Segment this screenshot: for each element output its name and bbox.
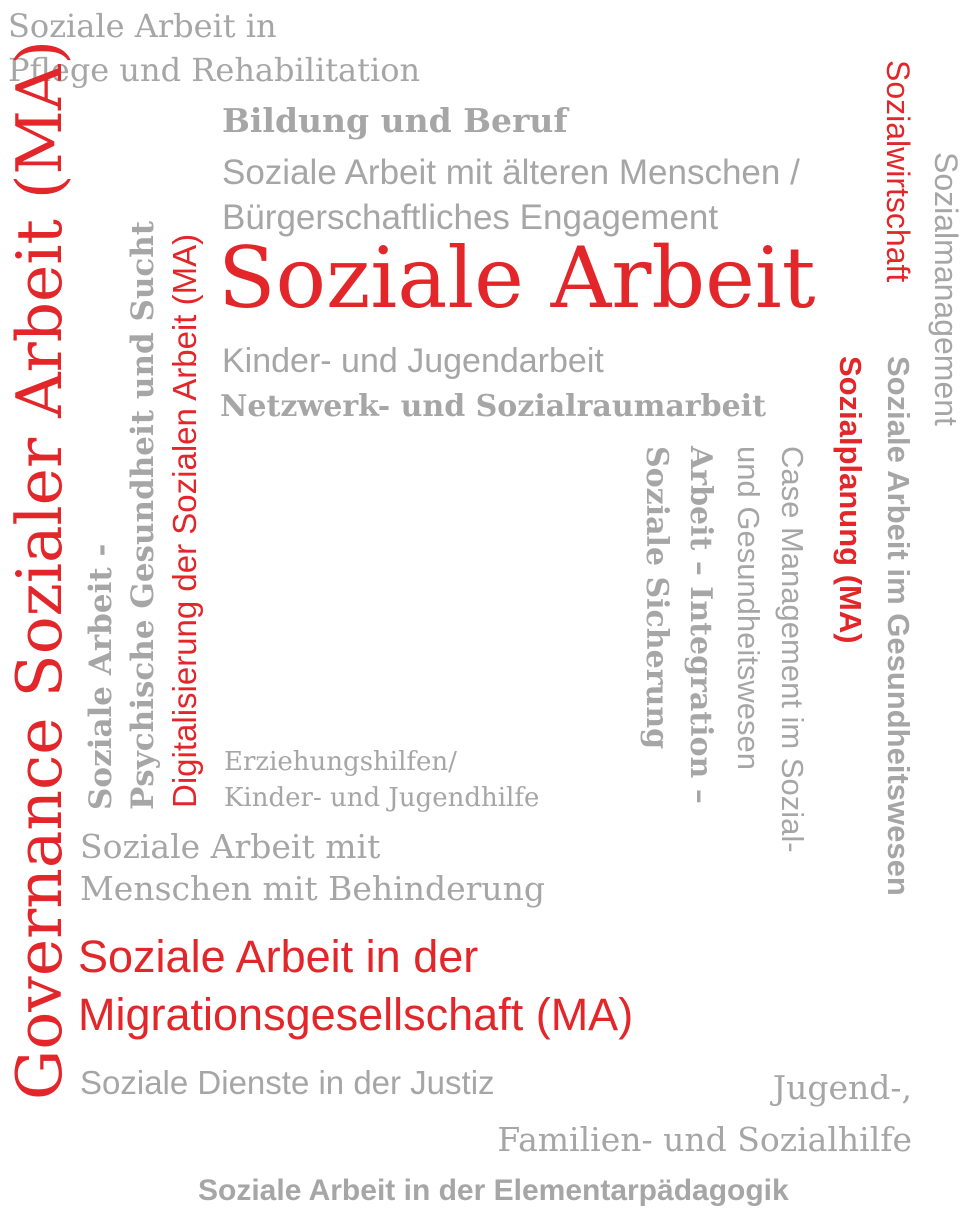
- word-sozialplanung: Sozialplanung (MA): [833, 356, 868, 644]
- word-sozialmanagement: Sozialmanagement: [928, 152, 964, 426]
- word-erziehungshilfen: [224, 744, 539, 816]
- word-gesundheitswesen: Soziale Arbeit im Gesundheitswesen: [881, 356, 916, 896]
- word-soziale-arbeit-headline: Soziale Arbeit: [218, 229, 816, 327]
- word-line: Arbeit – Integration –: [683, 446, 718, 804]
- word-line: Case Management im Sozial-: [775, 446, 810, 853]
- word-line: und Gesundheitswesen: [731, 446, 766, 771]
- word-netzwerk-sozialraumarbeit: Netzwerk- und Sozialraumarbeit: [220, 389, 766, 424]
- word-migrationsgesellschaft: [78, 928, 633, 1044]
- word-elementarpaedagogik: Soziale Arbeit in der Elementarpädagogik: [198, 1174, 789, 1207]
- word-line: Kinder- und Jugendhilfe: [224, 783, 540, 813]
- word-line: Soziale Sicherung: [639, 446, 674, 750]
- word-behinderung: [80, 826, 545, 910]
- word-line: Soziale Arbeit mit: [80, 827, 381, 866]
- word-justiz: Soziale Dienste in der Justiz: [80, 1064, 495, 1101]
- word-line: Menschen mit Behinderung: [80, 869, 546, 908]
- word-line: Migrationsgesellschaft (MA): [78, 989, 634, 1040]
- word-line: Bürgerschaftliches Engagement: [222, 198, 719, 237]
- word-line: Psychische Gesundheit und Sucht: [125, 220, 161, 810]
- word-line: Jugend-,: [772, 1068, 912, 1107]
- word-line: Pflege und Rehabilitation: [8, 51, 421, 89]
- word-case-management: [726, 446, 814, 853]
- word-integration: [634, 446, 722, 804]
- word-kinder-jugendarbeit: Kinder- und Jugendarbeit: [222, 342, 604, 380]
- word-line: Soziale Arbeit mit älteren Menschen /: [222, 153, 800, 192]
- word-bildung-beruf: Bildung und Beruf: [222, 101, 568, 140]
- word-line: Erziehungshilfen/: [224, 747, 457, 777]
- word-psychische-gesundheit: [80, 221, 164, 810]
- word-aeltere-menschen: [222, 150, 800, 240]
- word-line: Soziale Arbeit in der: [78, 931, 479, 982]
- word-sozialwirtschaft: Sozialwirtschaft: [880, 60, 916, 283]
- word-governance: Governance Sozialer Arbeit (MA): [3, 40, 76, 1100]
- word-line: Soziale Arbeit in: [8, 7, 277, 45]
- word-digitalisierung: Digitalisierung der Sozialen Arbeit (MA): [166, 233, 203, 808]
- word-line: Soziale Arbeit -: [83, 543, 119, 810]
- word-line: Familien- und Sozialhilfe: [497, 1120, 912, 1159]
- word-jugend-familien-sozialhilfe: [497, 1062, 912, 1166]
